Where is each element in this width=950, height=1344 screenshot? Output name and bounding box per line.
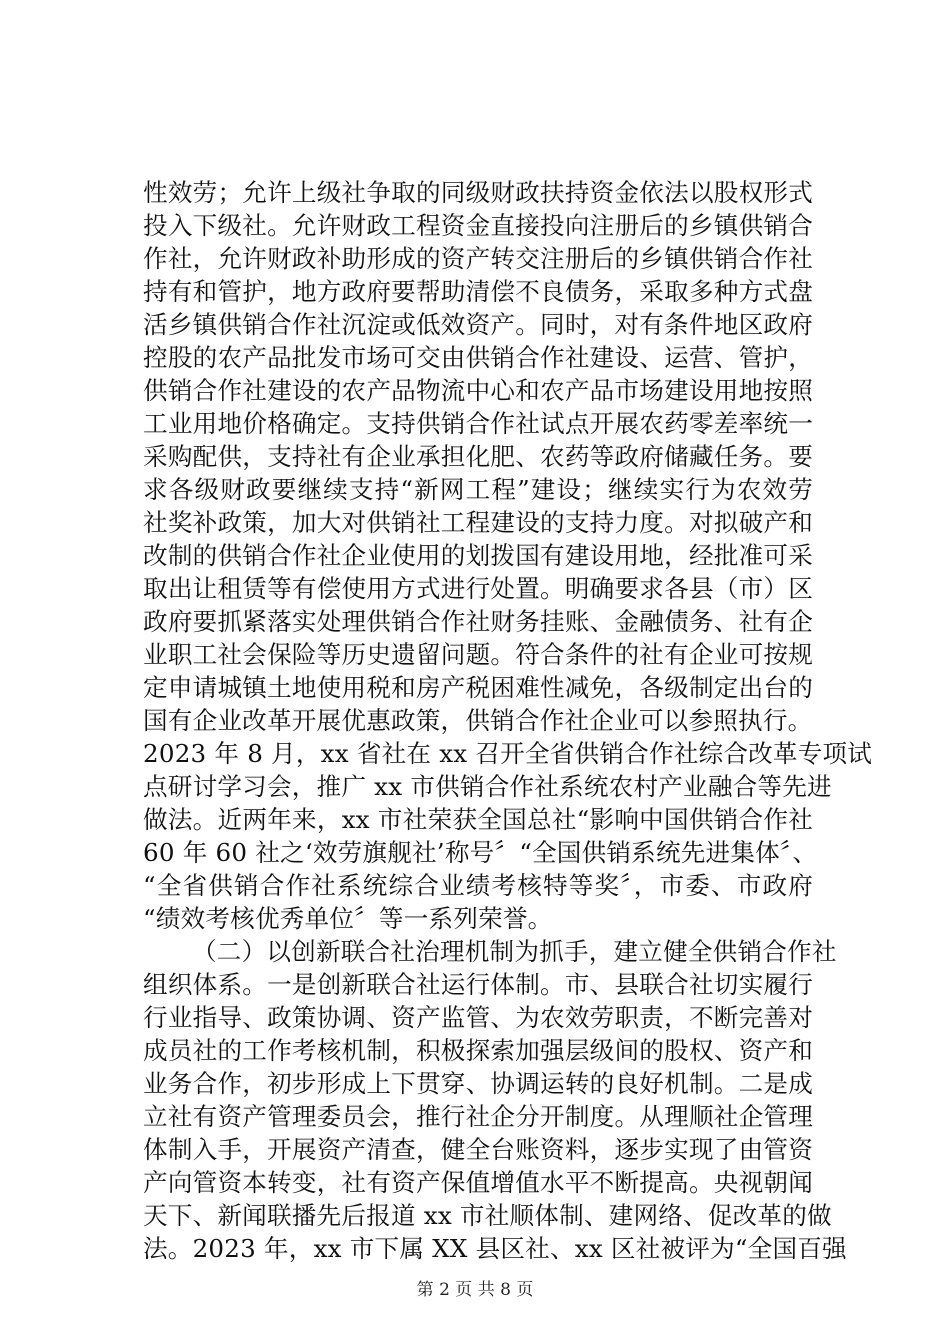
text-line: 行业指导、政策协调、资产监管、为农效劳职责，不断完善对 bbox=[143, 1003, 813, 1032]
text-line: 定申请城镇土地使用税和房产税困难性减免，各级制定出台的 bbox=[143, 673, 813, 702]
text-line: 法。2023 年，xx 市下属 XX 县区社、xx 区社被评为“全国百强 bbox=[143, 1234, 847, 1263]
text-line: 组织体系。一是创新联合社运行体制。市、县联合社切实履行 bbox=[143, 970, 813, 999]
text-line: 改制的供销合作社企业使用的划拨国有建设用地，经批准可采 bbox=[143, 541, 813, 570]
text-line: 工业用地价格确定。支持供销合作社试点开展农药零差率统一 bbox=[143, 409, 813, 438]
text-line: 作社，允许财政补助形成的资产转交注册后的乡镇供销合作社 bbox=[143, 244, 813, 273]
text-line: 立社有资产管理委员会，推行社企分开制度。从理顺社企管理 bbox=[143, 1102, 813, 1131]
text-line: （二）以创新联合社治理机制为抓手，建立健全供销合作社 bbox=[192, 937, 837, 966]
text-line: 政府要抓紧落实处理供销合作社财务挂账、金融债务、社有企 bbox=[143, 607, 813, 636]
text-line: 投入下级社。允许财政工程资金直接投向注册后的乡镇供销合 bbox=[143, 211, 813, 240]
text-line: 活乡镇供销合作社沉淀或低效资产。同时，对有条件地区政府 bbox=[143, 310, 813, 339]
text-line: 60 年 60 社之‘效劳旗舰社’称号〞“全国供销系统先进集体〞、 bbox=[143, 838, 818, 867]
text-line: 业务合作，初步形成上下贯穿、协调运转的良好机制。二是成 bbox=[143, 1069, 813, 1098]
text-line: 性效劳；允许上级社争取的同级财政扶持资金依法以股权形式 bbox=[143, 178, 813, 207]
text-line: 天下、新闻联播先后报道 xx 市社顺体制、建网络、促改革的做 bbox=[143, 1201, 832, 1230]
text-line: 持有和管护，地方政府要帮助清偿不良债务，采取多种方式盘 bbox=[143, 277, 813, 306]
text-line: 产向管资本转变，社有资产保值增值水平不断提高。央视朝闻 bbox=[143, 1168, 813, 1197]
text-line: “绩效考核优秀单位〞等一系列荣誉。 bbox=[143, 904, 553, 933]
text-line: 控股的农产品批发市场可交由供销合作社建设、运营、管护， bbox=[143, 343, 813, 372]
text-line: 求各级财政要继续支持“新网工程”建设；继续实行为农效劳 bbox=[143, 475, 813, 504]
text-line: 社奖补政策，加大对供销社工程建设的支持力度。对拟破产和 bbox=[143, 508, 813, 537]
text-line: 采购配供，支持社有企业承担化肥、农药等政府储藏任务。要 bbox=[143, 442, 813, 471]
text-line: 业职工社会保险等历史遗留问题。符合条件的社有企业可按规 bbox=[143, 640, 813, 669]
text-line: “全省供销合作社系统综合业绩考核特等奖〞，市委、市政府 bbox=[143, 871, 813, 900]
text-line: 成员社的工作考核机制，积极探索加强层级间的股权、资产和 bbox=[143, 1036, 813, 1065]
text-line: 供销合作社建设的农产品物流中心和农产品市场建设用地按照 bbox=[143, 376, 813, 405]
text-line: 取出让租赁等有偿使用方式进行处置。明确要求各县（市）区 bbox=[143, 574, 813, 603]
page-number: 第 2 页 共 8 页 bbox=[416, 1280, 534, 1300]
text-line: 点研讨学习会，推广 xx 市供销合作社系统农村产业融合等先进 bbox=[143, 772, 832, 801]
text-line: 2023 年 8 月，xx 省社在 xx 召开全省供销合作社综合改革专项试 bbox=[143, 739, 873, 768]
text-line: 体制入手，开展资产清查，健全台账资料，逐步实现了由管资 bbox=[143, 1135, 813, 1164]
text-line: 国有企业改革开展优惠政策，供销合作社企业可以参照执行。 bbox=[143, 706, 813, 735]
body-text bbox=[143, 176, 873, 1265]
text-line: 做法。近两年来，xx 市社荣获全国总社“影响中国供销合作社 bbox=[143, 805, 813, 834]
